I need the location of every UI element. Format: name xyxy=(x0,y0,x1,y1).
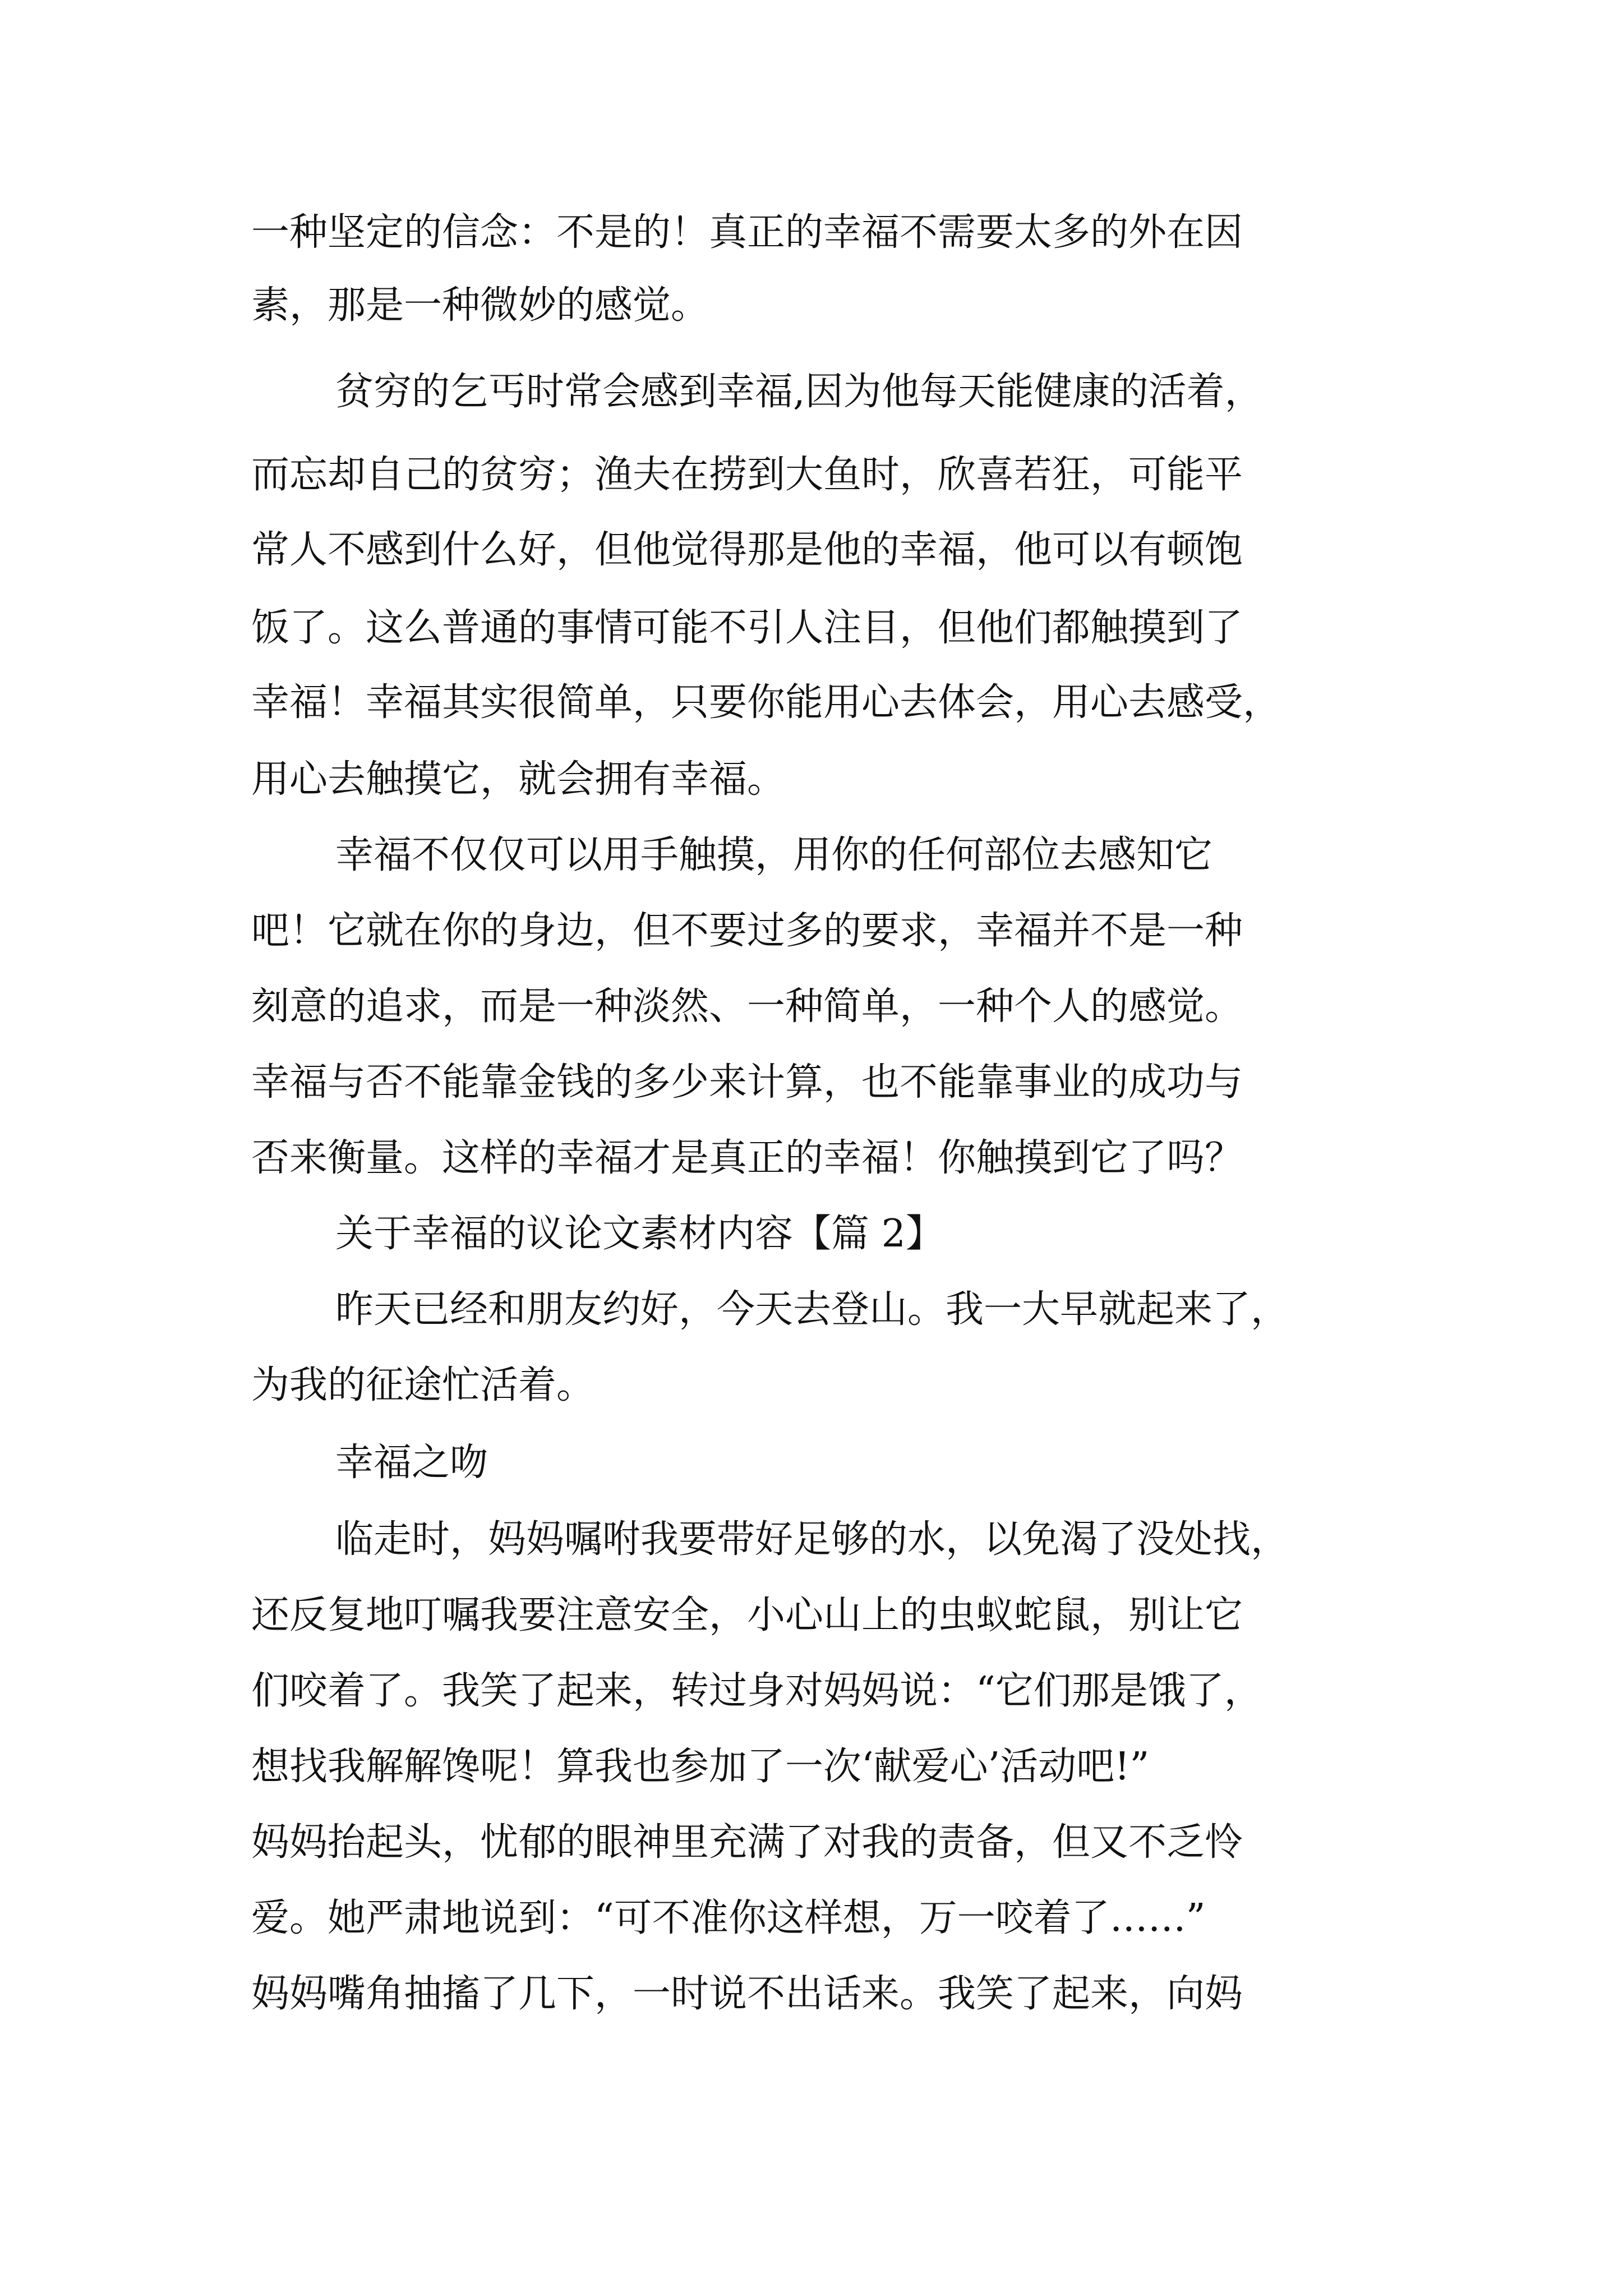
text-line: 吧！它就在你的身边，但不要过多的要求，幸福并不是一种 xyxy=(251,909,1243,953)
text-line: 一种坚定的信念：不是的！真正的幸福不需要太多的外在因 xyxy=(251,210,1243,255)
text-line: 幸福！幸福其实很简单，只要你能用心去体会，用心去感受， xyxy=(251,680,1281,725)
text-line: 昨天已经和朋友约好，今天去登山。我一大早就起来了， xyxy=(335,1287,1289,1332)
text-line: 幸福不仅仅可以用手触摸，用你的任何部位去感知它 xyxy=(335,833,1213,877)
text-line: 为我的征途忙活着。 xyxy=(251,1363,595,1407)
section-heading: 关于幸福的议论文素材内容【篇 2】 xyxy=(335,1212,944,1256)
text-line: 贫穷的乞丐时常会感到幸福,因为他每天能健康的活着， xyxy=(335,370,1263,414)
text-line: 刻意的追求，而是一种淡然、一种简单，一种个人的感觉。 xyxy=(251,984,1243,1029)
text-line: 而忘却自己的贫穷；渔夫在捞到大鱼时，欣喜若狂，可能平 xyxy=(251,453,1243,497)
text-line: 常人不感到什么好，但他觉得那是他的幸福，他可以有顿饱 xyxy=(251,528,1243,572)
text-line: 妈妈抬起头，忧郁的眼神里充满了对我的责备，但又不乏怜 xyxy=(251,1820,1243,1865)
text-line: 用心去触摸它，就会拥有幸福。 xyxy=(251,757,786,802)
text-line: 还反复地叮嘱我要注意安全，小心山上的虫蚁蛇鼠，别让它 xyxy=(251,1593,1243,1637)
text-line: 素，那是一种微妙的感觉。 xyxy=(251,283,709,328)
text-line: 想找我解解馋呢！算我也参加了一次‘献爱心’活动吧!” xyxy=(251,1745,1150,1789)
text-line: 妈妈嘴角抽搐了几下，一时说不出话来。我笑了起来，向妈 xyxy=(251,1972,1243,2016)
text-line: 饭了。这么普通的事情可能不引人注目，但他们都触摸到了 xyxy=(251,606,1243,650)
text-line: 否来衡量。这样的幸福才是真正的幸福！你触摸到它了吗？ xyxy=(251,1136,1243,1180)
text-line: 幸福与否不能靠金钱的多少来计算，也不能靠事业的成功与 xyxy=(251,1060,1243,1105)
text-line: 们咬着了。我笑了起来，转过身对妈妈说：“它们那是饿了， xyxy=(251,1669,1262,1713)
text-line: 爱。她严肃地说到：“可不准你这样想，万一咬着了……” xyxy=(251,1896,1206,1940)
subheading: 幸福之吻 xyxy=(335,1441,488,1485)
text-line: 临走时，妈妈嘱咐我要带好足够的水，以免渴了没处找， xyxy=(335,1517,1289,1562)
